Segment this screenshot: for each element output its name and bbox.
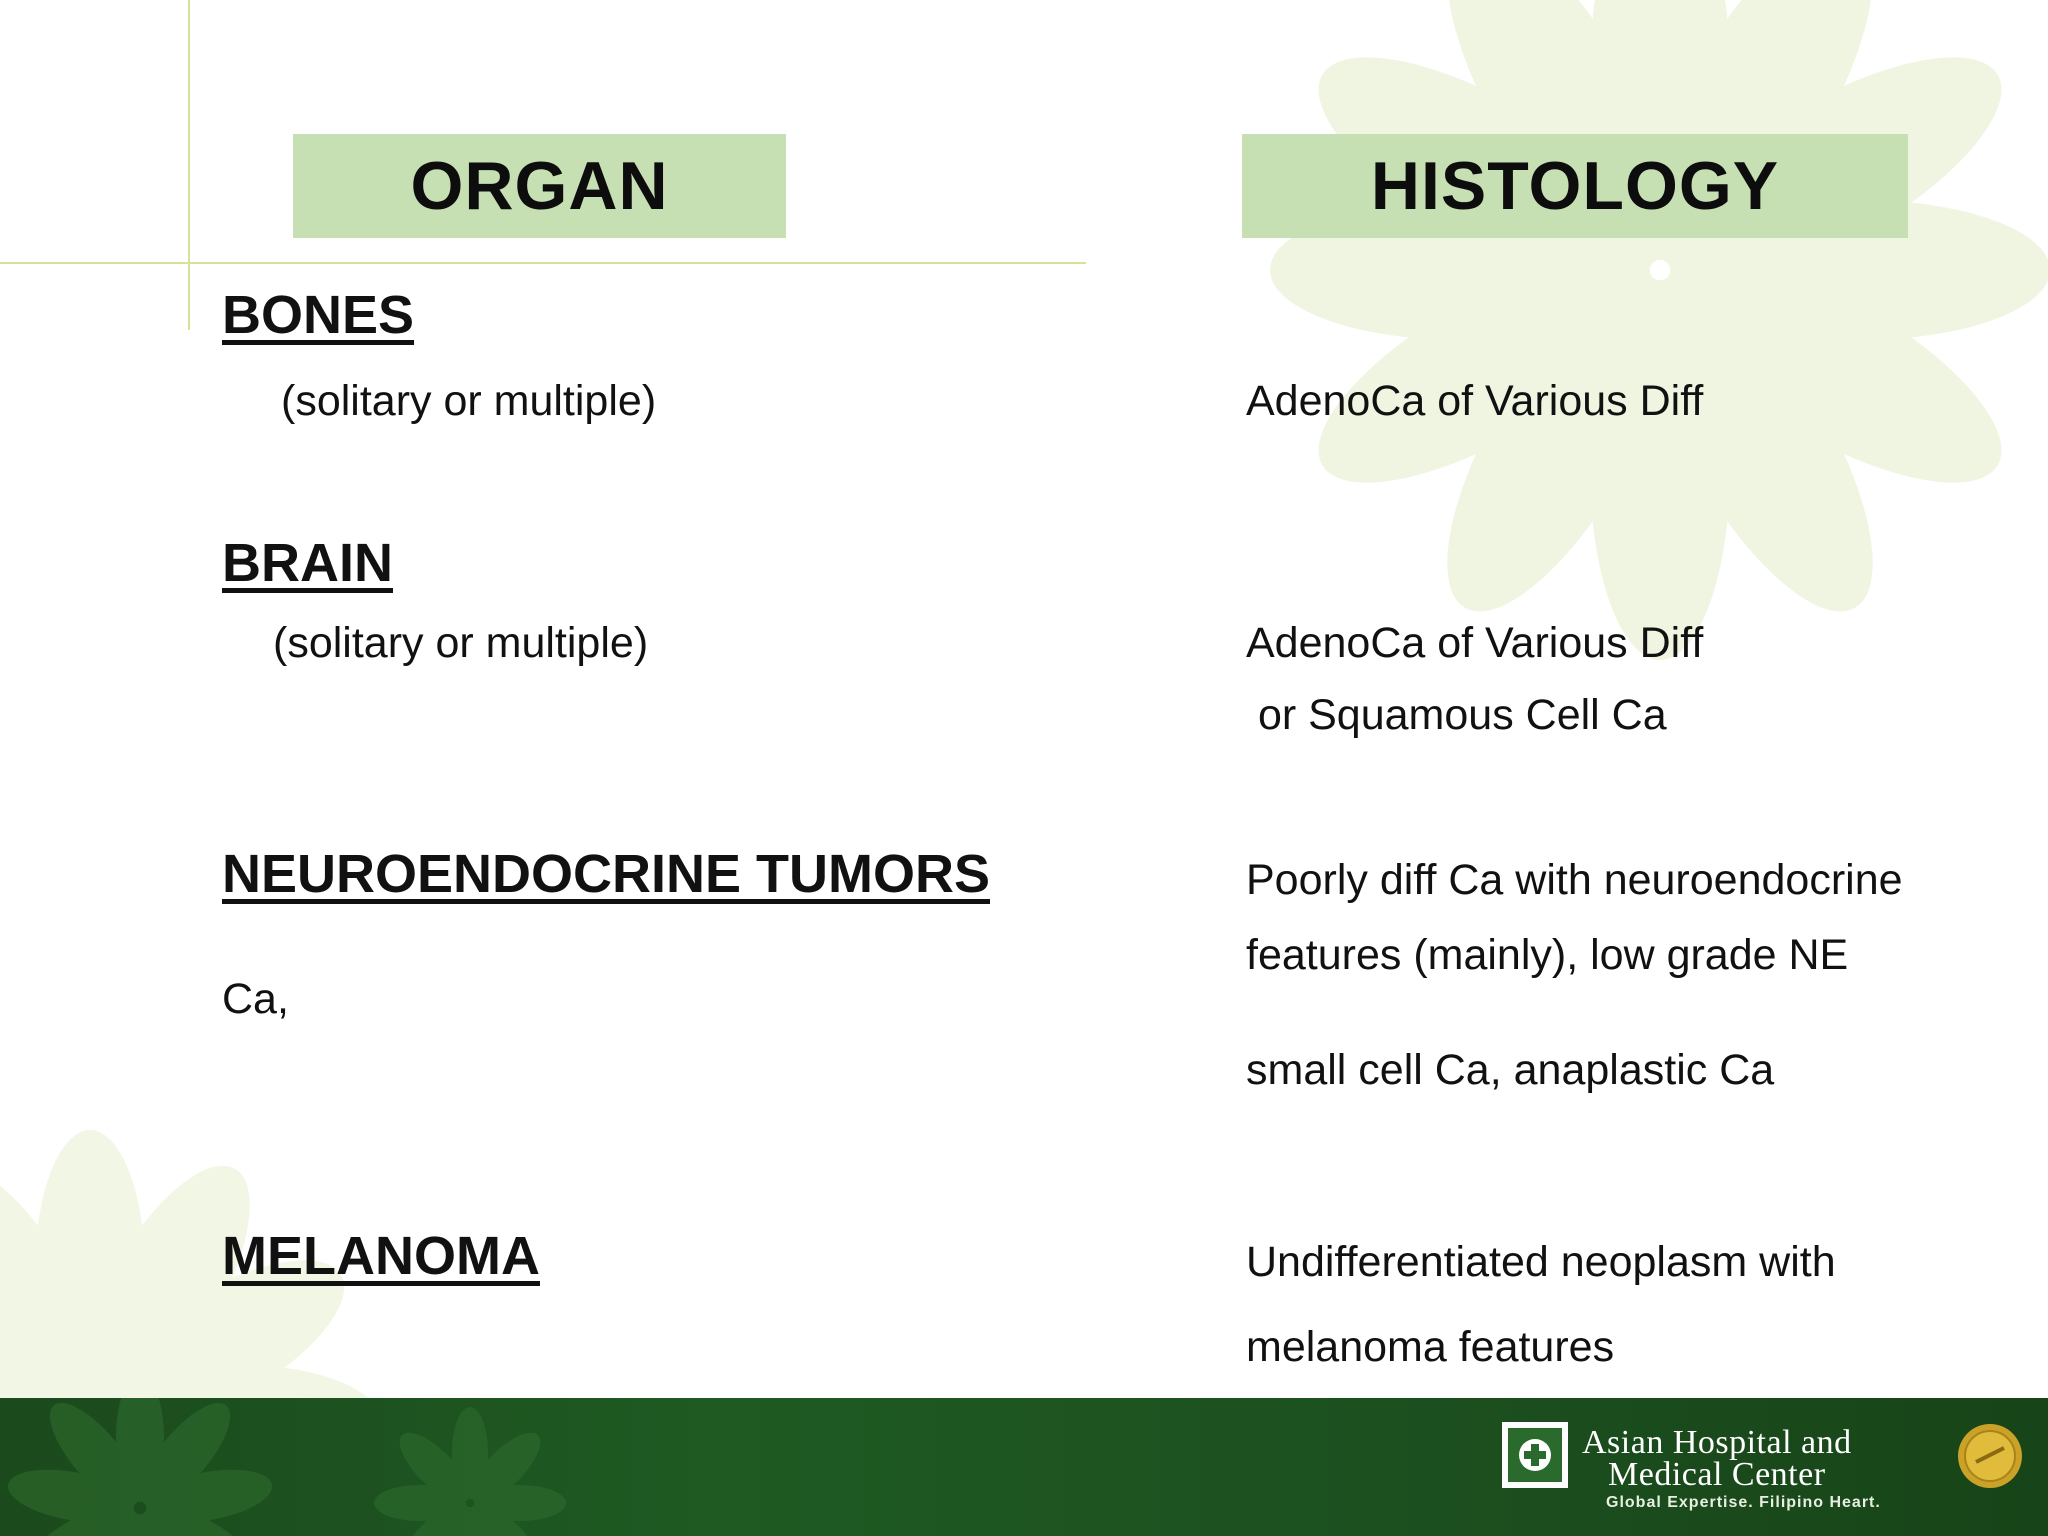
organ-neuroendocrine-note: Ca, [222, 975, 289, 1023]
histology-column-header [1242, 134, 1908, 238]
accent-horizontal-line [0, 262, 1086, 264]
organ-brain: BRAIN [222, 533, 393, 593]
hospital-name-line-2: Medical Center [1608, 1456, 1826, 1493]
organ-neuroendocrine-tumors: NEUROENDOCRINE TUMORS [222, 844, 991, 904]
histology-bones-line-1: AdenoCa of Various Diff [1246, 377, 1704, 425]
histology-brain-line-2: or Squamous Cell Ca [1246, 691, 1667, 739]
organ-bones: BONES [222, 285, 415, 345]
histology-brain-line-1: AdenoCa of Various Diff [1246, 619, 1704, 667]
organ-header-label: ORGAN [410, 148, 669, 224]
histology-neuroendocrine-line-2: features (mainly), low grade NE [1246, 931, 1849, 979]
histology-neuroendocrine-line-3: small cell Ca, anaplastic Ca [1246, 1046, 1775, 1094]
hospital-tagline: Global Expertise. Filipino Heart. [1606, 1494, 1881, 1511]
accreditation-seal-icon [1956, 1422, 2024, 1490]
histology-melanoma-line-2: melanoma features [1246, 1323, 1615, 1371]
organ-column-header [293, 134, 786, 238]
histology-header-label: HISTOLOGY [1370, 148, 1780, 224]
footer-flower-decoration [0, 1398, 700, 1536]
footer-band [0, 1398, 2048, 1536]
hospital-logo-icon [1500, 1420, 1570, 1490]
histology-neuroendocrine-line-1: Poorly diff Ca with neuroendocrine [1246, 856, 1903, 904]
organ-melanoma: MELANOMA [222, 1226, 540, 1286]
hospital-name-line-1: Asian Hospital and [1582, 1424, 1852, 1461]
organ-bones-note: (solitary or multiple) [281, 377, 657, 425]
accent-vertical-line [188, 0, 190, 330]
organ-brain-note: (solitary or multiple) [273, 619, 649, 667]
histology-melanoma-line-1: Undifferentiated neoplasm with [1246, 1238, 1836, 1286]
